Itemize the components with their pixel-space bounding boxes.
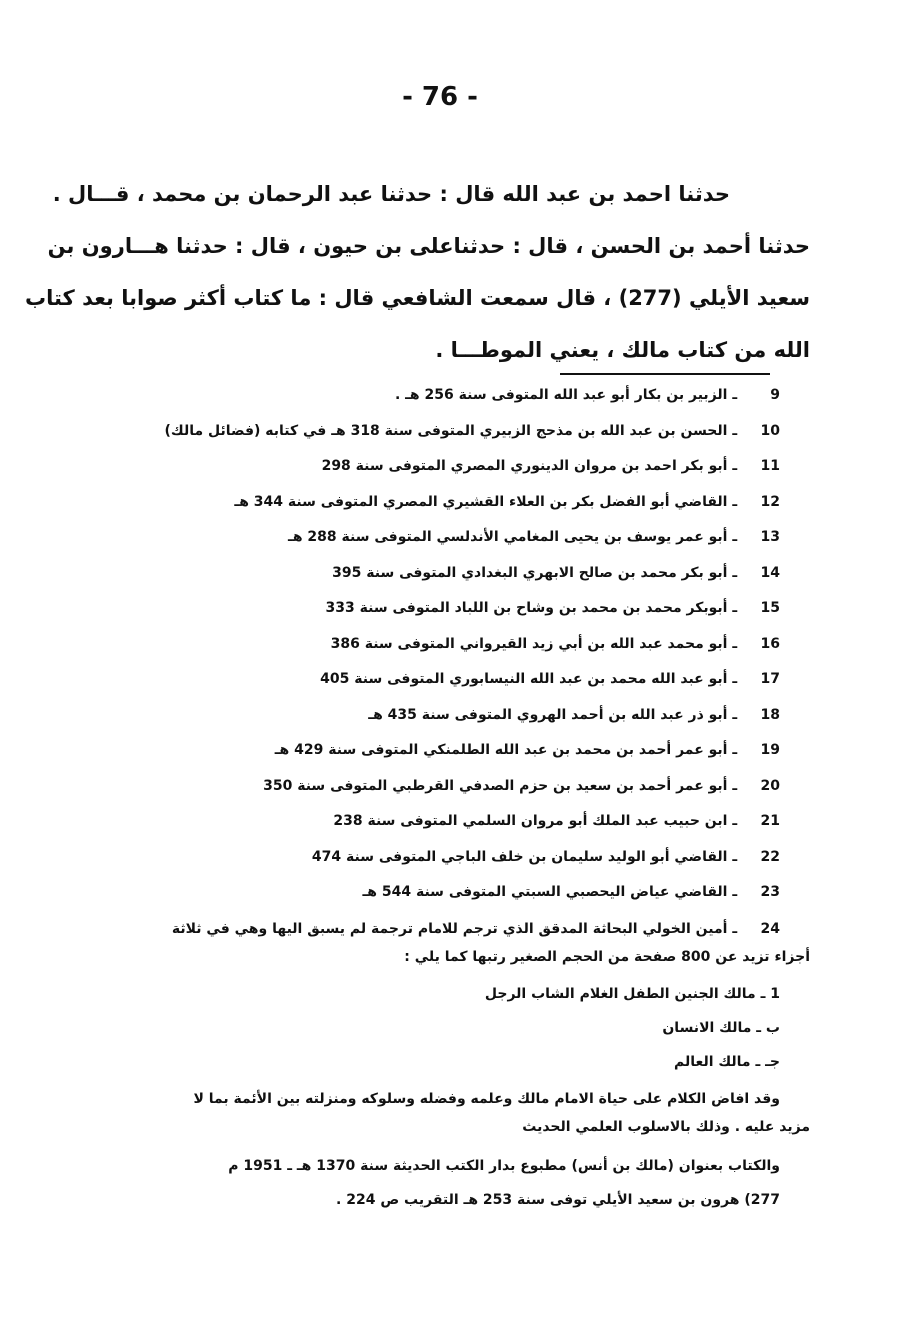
footnote-text: ـ أبو بكر احمد بن مروان الدينوري المصري المتوفى سنة 298 bbox=[321, 458, 738, 474]
footnote bbox=[130, 875, 810, 911]
footnote-text: ـ الحسن بن عبد الله بن مذحج الزبيري المتوفى سنة 318 هـ في كتابه (فضائل مالك) bbox=[164, 422, 738, 439]
sub-item: 1 ـ مالك الجنين الطفل الغلام الشاب الرجل bbox=[484, 985, 780, 1002]
footnote-text: ـ القاضي عياض اليحصبي السبتي المتوفى سنة 544 هـ bbox=[362, 884, 738, 900]
footnote-number: 11 bbox=[760, 458, 780, 474]
footnote bbox=[130, 520, 810, 556]
footnote bbox=[130, 698, 810, 734]
footnote-24-line-1 bbox=[130, 915, 810, 943]
footnote-number: 13 bbox=[760, 529, 780, 545]
sub-item: ب ـ مالك الانسان bbox=[662, 1019, 780, 1036]
footnote-number: 12 bbox=[760, 493, 780, 510]
main-text-line: حدثنا احمد بن عبد الله قال : حدثنا عبد الرحمان بن محمد ، قـــال . bbox=[52, 182, 730, 206]
footnote-text: ـ ابن حبيب عبد الملك أبو مروان السلمي المتوفى سنة 238 bbox=[333, 813, 738, 829]
footnote-text: ـ أبو ذر عبد الله بن أحمد الهروي المتوفى سنة 435 هـ bbox=[368, 706, 738, 723]
page-number: - 76 - bbox=[402, 82, 478, 112]
closing-paragraph-line-1: وقد افاض الكلام على حياة الامام مالك وعلمه وفضله وسلوكه ومنزلته بين الأئمة بما لا bbox=[193, 1090, 780, 1107]
footnote-number: 17 bbox=[760, 671, 780, 687]
main-text-line: الله من كتاب مالك ، يعني الموطـــا . bbox=[435, 338, 810, 362]
footnote bbox=[130, 769, 810, 805]
footnote-number: 14 bbox=[760, 564, 780, 581]
footnote-number: 9 bbox=[770, 387, 780, 403]
footnote-text: ـ الزبير بن بكار أبو عبد الله المتوفى سنة 256 هـ . bbox=[394, 387, 738, 403]
footnote-text: ـ أبو عمر أحمد بن محمد بن عبد الله الطلمنكي المتوفى سنة 429 هـ bbox=[274, 742, 738, 758]
footnote-text: ـ أمين الخولي البحاثة المدقق الذي ترجم للامام ترجمة لم يسبق اليها وهي في ثلاثة bbox=[171, 920, 738, 937]
footnote-text: ـ أبوبكر محمد بن محمد بن وشاح بن اللباد المتوفى سنة 333 bbox=[325, 600, 738, 616]
footnote-text: ـ أبو محمد عبد الله بن أبي زيد القيرواني المتوفى سنة 386 bbox=[330, 635, 738, 652]
footnote-text: ـ أبو عمر أحمد بن سعيد بن حزم الصدفي القرطبي المتوفى سنة 350 bbox=[263, 777, 738, 794]
footnote-number: 20 bbox=[760, 777, 780, 794]
footnote bbox=[130, 591, 810, 627]
footnote-number: 16 bbox=[760, 635, 780, 652]
footnote-number: 18 bbox=[760, 706, 780, 723]
footnote bbox=[130, 627, 810, 663]
footnote bbox=[130, 662, 810, 698]
footnote bbox=[130, 485, 810, 521]
footnote-number: 21 bbox=[760, 813, 780, 829]
footnote-24 bbox=[130, 911, 810, 971]
closing-paragraph bbox=[130, 1085, 810, 1141]
footnote-text: ـ أبو بكر محمد بن صالح الابهري البغدادي المتوفى سنة 395 bbox=[332, 564, 738, 581]
footnote-text: ـ القاضي أبو الفضل بكر بن العلاء القشيري المصري المتوفى سنة 344 هـ bbox=[234, 493, 738, 510]
footnote bbox=[130, 804, 810, 840]
footnote-text: ـ القاضي أبو الوليد سليمان بن خلف الباجي المتوفى سنة 474 bbox=[311, 848, 738, 865]
footnote-separator bbox=[560, 373, 770, 375]
footnote-number: 15 bbox=[760, 600, 780, 616]
main-text-line: سعيد الأيلي (277) ، قال سمعت الشافعي قال : ما كتاب أكثر صوابا بعد كتاب bbox=[24, 286, 810, 310]
closing-paragraph-line-2: مزيد عليه . وذلك بالاسلوب العلمي الحديث bbox=[522, 1118, 810, 1135]
footnote-number: 22 bbox=[760, 848, 780, 865]
footnote-number: 24 bbox=[760, 920, 780, 937]
footnote-277: 277) هرون بن سعيد الأيلي توفى سنة 253 هـ التقريب ص 224 . bbox=[336, 1191, 780, 1208]
footnote bbox=[130, 449, 810, 485]
footnote-24-line-2: أجزاء تزيد عن 800 صفحة من الحجم الصغير رتبها كما يلي : bbox=[404, 948, 810, 965]
footnote-text: ـ أبو عبد الله محمد بن عبد الله النيسابوري المتوفى سنة 405 bbox=[320, 671, 738, 687]
footnote bbox=[130, 556, 810, 592]
footnote bbox=[130, 840, 810, 876]
footnote-number: 10 bbox=[760, 422, 780, 439]
footnote bbox=[130, 733, 810, 769]
footnote bbox=[130, 414, 810, 450]
footnote-number: 19 bbox=[760, 742, 780, 758]
footnote-text: ـ أبو عمر يوسف بن يحيى المغامي الأندلسي المتوفى سنة 288 هـ bbox=[288, 529, 738, 545]
footnote bbox=[130, 378, 810, 414]
main-text-line: حدثنا أحمد بن الحسن ، قال : حدثناعلى بن حيون ، قال : حدثنا هـــارون بن bbox=[47, 234, 810, 258]
footnote-number: 23 bbox=[760, 884, 780, 900]
footnotes bbox=[130, 378, 810, 1217]
main-text bbox=[24, 168, 810, 376]
sub-item: جـ ـ مالك العالم bbox=[674, 1053, 780, 1070]
book-reference: والكتاب بعنوان (مالك بن أنس) مطبوع بدار الكتب الحديثة سنة 1370 هـ ـ 1951 م bbox=[228, 1157, 780, 1174]
